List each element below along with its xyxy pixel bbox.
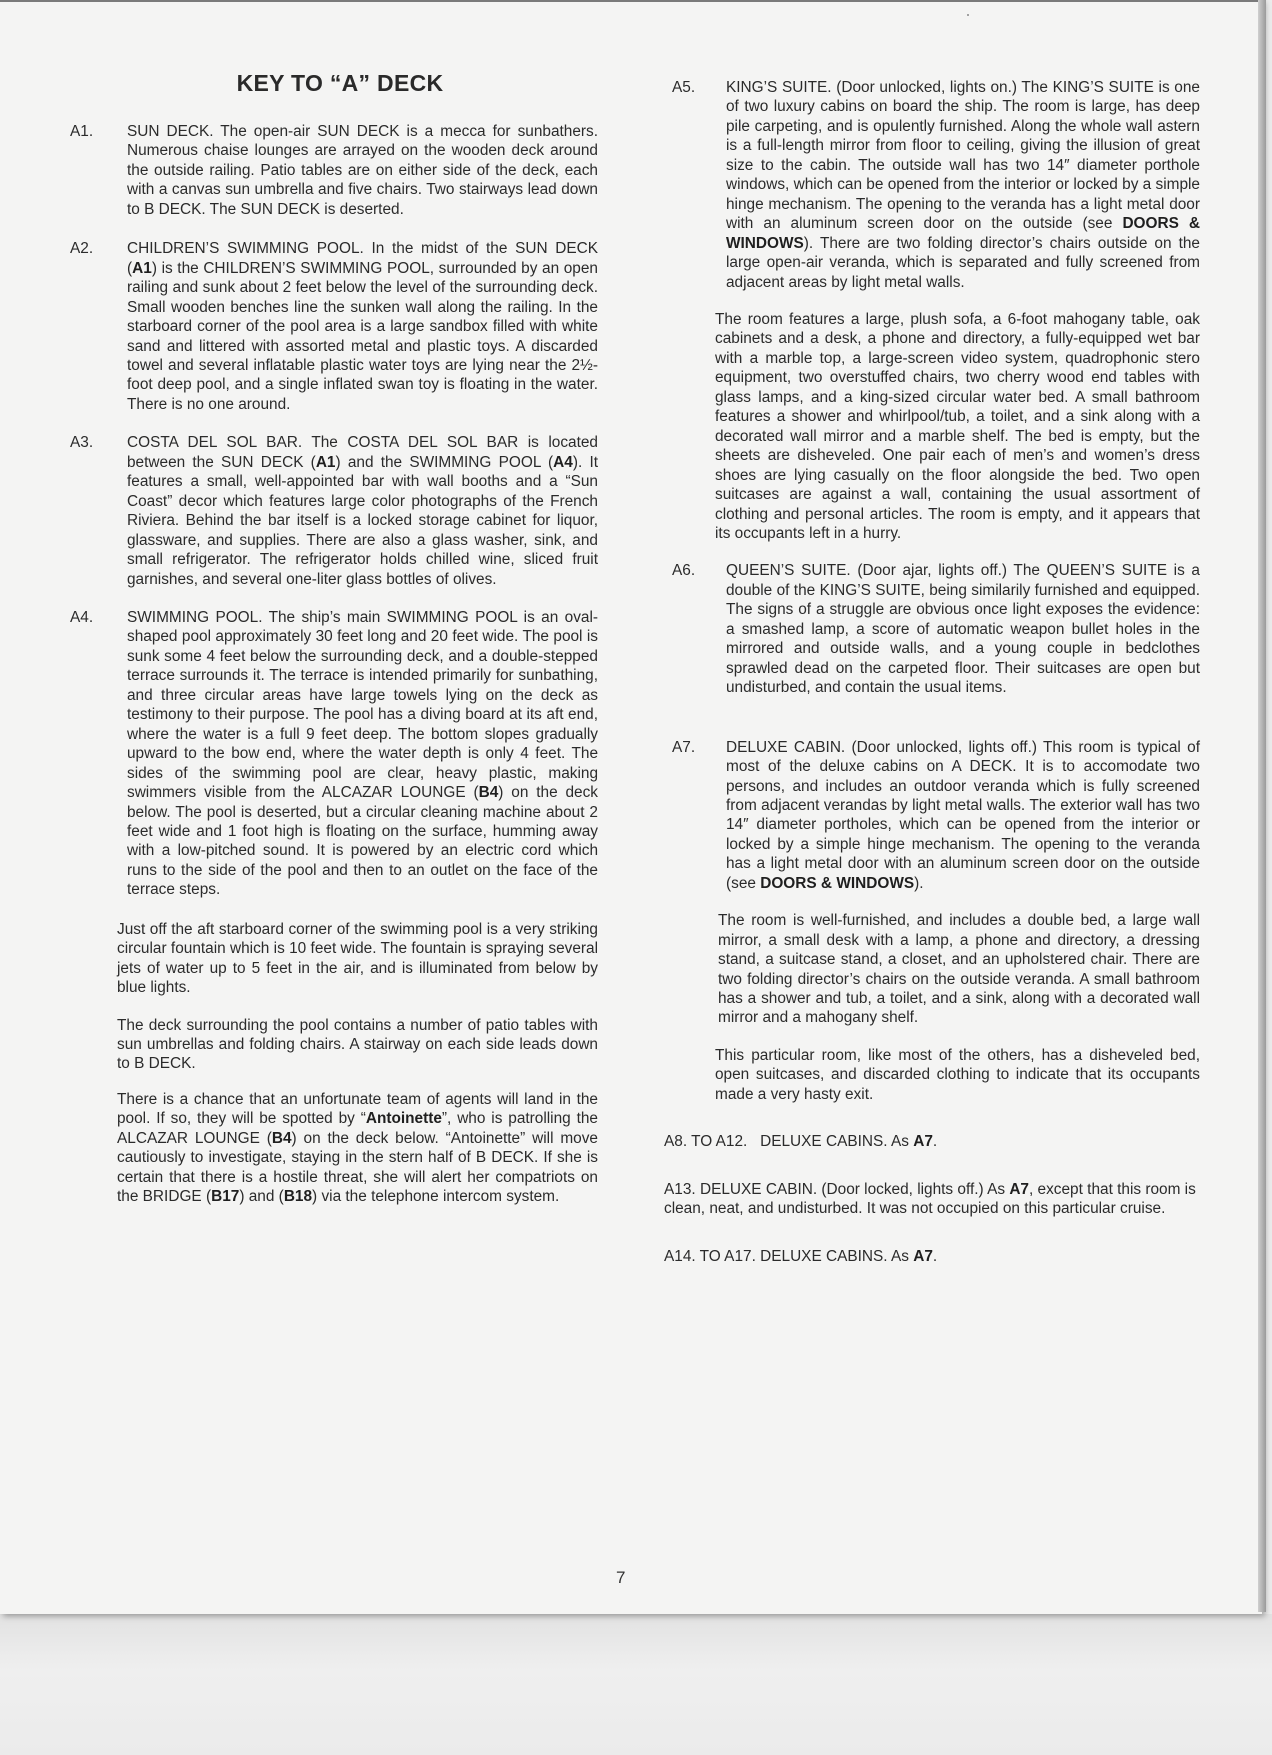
page-title: KEY TO “A” DECK xyxy=(236,70,444,96)
text-run: ). It features a small, well-appointed bar with wall booths and a “Sun Coast” decor which features large color photographs of the French Riviera. Behind the bar itself is a locked storage cabinet for liquor, glassware, and supplies. There are also a glass washer, sink, and small refrigerator. The refrigerator holds chilled wine, sliced fruit garnishes, and several one-liter glass bottles of olives. xyxy=(127,453,598,588)
entry-number: A14. TO A17. xyxy=(664,1247,756,1265)
text-run: ). xyxy=(914,874,924,892)
entry-a4 xyxy=(70,608,598,900)
entry-a2 xyxy=(70,239,598,414)
reference-a7: A7 xyxy=(1009,1180,1029,1198)
entry-number: A7. xyxy=(672,738,696,756)
entry-text xyxy=(127,608,598,900)
text-run: . xyxy=(932,1247,938,1265)
entry-text xyxy=(127,239,598,414)
entry-a8-a12 xyxy=(664,1132,1200,1151)
text-run: DELUXE CABINS. As xyxy=(760,1247,914,1265)
text-run: ). There are two folding director’s chairs outside on the large open-air veranda, which is separated and fully screened from adjacent areas by light metal walls. xyxy=(726,234,1200,291)
right-column xyxy=(664,78,1201,1266)
entry-text: SUN DECK. The open-air SUN DECK is a mecca for sunbathers. Numerous chaise lounges are arrayed on the wooden deck around the outside railing. Patio tables are on either side of the deck, each with a canvas sun umbrella and five chairs. Two stairways lead down to B DECK. The SUN DECK is deserted. xyxy=(127,123,598,218)
text-run: ) via the telephone intercom system. xyxy=(312,1188,560,1206)
text-run: KING’S SUITE. (Door unlocked, lights on.) The KING’S SUITE is one of two luxury cabins on board the ship. The room is large, has deep pile carpeting, and is opulently furnished. Along the whole wall astern is a full-length mirror from floor to ceiling, giving the illusion of great size to the cabin. The outside wall has two 14″ diameter porthole windows, which can be opened from the interior or locked by a simple hinge mechanism. The opening to the veranda has a light metal door with an aluminum screen door on the outside (see xyxy=(726,79,1200,233)
left-column xyxy=(70,122,598,1207)
entry-a1 xyxy=(70,122,598,219)
reference-b4: B4 xyxy=(478,784,499,802)
entry-number: A4. xyxy=(70,608,94,626)
entry-number: A13. xyxy=(664,1180,696,1198)
text-run: There is a chance that an unfortunate team of agents will land in the pool. If so, they will be spotted by “ xyxy=(117,1090,598,1128)
paragraph-deluxe-room: The room is well-furnished, and includes a double bed, a large wall mirror, a small desk with a lamp, a phone and directory, a dressing stand, a suitcase stand, a closet, and an upholstered chair. There are two folding director’s chairs on the outside veranda. A small bathroom has a shower and tub, a toilet, and a sink, along with a decorated wall mirror and a mahogany shelf. xyxy=(718,912,1200,1027)
character-name: Antoinette xyxy=(365,1110,442,1128)
text-run: ) is the CHILDREN’S SWIMMING POOL, surrounded by an open railing and sunk about 2 feet below the level of the surrounding deck. Small wooden benches line the sunken wall along the railing. In the starboard corner of the pool area is a large sandbox filled with white sand and littered with assorted metal and plastic toys. A discarded towel and several inflatable plastic water toys are lying near the 2½-foot deep pool, and a single inflated swan toy is floating in the water. There is no one around. xyxy=(127,259,598,413)
page-number: 7 xyxy=(616,1568,626,1587)
paragraph-agents xyxy=(117,1090,598,1207)
entry-number: A2. xyxy=(70,240,94,258)
scan-speck xyxy=(967,14,969,16)
entry-text xyxy=(726,78,1200,292)
text-run: ”, who is patrolling the ALCAZAR LOUNGE ( xyxy=(117,1110,598,1147)
reference-b18: B18 xyxy=(283,1188,313,1206)
reference-b17: B17 xyxy=(211,1188,240,1206)
reference-a7: A7 xyxy=(913,1247,933,1265)
entry-number: A3. xyxy=(70,434,94,452)
text-run: CHILDREN’S SWIMMING POOL. In the midst of the SUN DECK ( xyxy=(127,240,598,277)
text-run: ) and the SWIMMING POOL ( xyxy=(335,453,554,471)
text-run: ) on the deck below. “Antoinette” will move cautiously to investigate, staying in the stern half of B DECK. If she is certain that there is a hostile threat, she will alert her compatriots on the BRIDGE ( xyxy=(117,1129,598,1206)
entry-number: A6. xyxy=(672,562,696,580)
paragraph-particular-room: This particular room, like most of the others, has a disheveled bed, open suitcases, and discarded clothing to indicate that its occupants made a very hasty exit. xyxy=(715,1046,1200,1103)
reference-b4: B4 xyxy=(271,1129,292,1147)
entry-number: A5. xyxy=(672,79,696,96)
reference-a1: A1 xyxy=(132,259,152,277)
reference-doors-windows: DOORS & WINDOWS xyxy=(726,215,1201,252)
entry-a3 xyxy=(70,433,598,589)
page-edge-shadow xyxy=(1258,0,1266,1612)
paragraph-fountain: Just off the aft starboard corner of the swimming pool is a very striking circular fountain which is 10 feet wide. The fountain is spraying several jets of water up to 5 feet in the air, and is illuminated from below by blue lights. xyxy=(117,920,598,997)
paragraph-kings-suite-room: The room features a large, plush sofa, a 6-foot mahogany table, oak cabinets and a desk, a phone and directory, a fully-equipped wet bar with a marble top, a large-screen video system, quadrophonic stero equipment, two overstuffed chairs, two cherry wood end tables with glass lamps, and a king-sized circular water bed. A small bathroom features a shower and whirlpool/tub, a toilet, and a sink along with a decorated wall mirror and a marble shelf. The bed is empty, but the sheets are disheveled. One pair each of men’s and women’s dress shoes are lying casually on the floor alongside the bed. Two open suitcases are against a wall, containing the usual assortment of clothing and personal articles. The room is empty, and it appears that its occupants left in a hurry. xyxy=(715,310,1200,542)
text-run: ) and ( xyxy=(239,1188,284,1206)
text-run: DELUXE CABINS. As xyxy=(760,1133,914,1151)
entry-a6 xyxy=(672,561,1200,697)
entry-text: QUEEN’S SUITE. (Door ajar, lights off.) The QUEEN’S SUITE is a double of the KING’S SUITE, being similarily furnished and equipped. The signs of a struggle are obvious once light exposes the evidence: a smashed lamp, a score of automatic weapon bullet holes in the mirrored and outside walls, and a young couple in bedclothes sprawled dead on the carpeted floor. Their suitcases are open but undisturbed, and contain the usual items. xyxy=(726,562,1200,697)
text-run: ) on the deck below. The pool is deserted, but a circular cleaning machine about 2 feet wide and 1 foot high is floating on the surface, humming away with a low-pitched sound. It is powered by an electric cord which runs to the side of the pool and then to an outlet on the face of the terrace steps. xyxy=(127,784,598,899)
reference-a4: A4 xyxy=(553,453,573,471)
text-run: DELUXE CABIN. (Door locked, lights off.) As xyxy=(699,1180,1010,1198)
paragraph-deck: The deck surrounding the pool contains a number of patio tables with sun umbrellas and folding chairs. A stairway on each side leads down to B DECK. xyxy=(117,1016,598,1073)
entry-a7 xyxy=(672,738,1200,894)
entry-text xyxy=(726,738,1200,894)
text-run: DELUXE CABIN. (Door unlocked, lights off.) This room is typical of most of the deluxe cabins on A DECK. It is to accomodate two persons, and includes an outdoor veranda which is fully screened from adjacent verandas by light metal walls. The exterior wall has two 14″ diameter portholes, which can be opened from the interior or locked by a simple hinge mechanism. The opening to the veranda has a light metal door with an aluminum screen door on the outside (see xyxy=(726,738,1200,892)
text-run: SWIMMING POOL. The ship’s main SWIMMING POOL is an oval-shaped pool approximately 30 feet long and 20 feet wide. The pool is sunk some 4 feet below the surrounding deck, and a double-stepped terrace surrounds it. The terrace is intended primarily for sunbathing, and three circular areas have large towels lying on the deck as testimony to their purpose. The pool has a diving board at its aft end, where the water is a full 9 feet deep. The bottom slopes gradually upward to the bow end, where the water depth is only 4 feet. The sides of the swimming pool are clear, heavy plastic, making swimmers visible from the ALCAZAR LOUNGE ( xyxy=(127,608,598,802)
entry-number: A8. TO A12. xyxy=(664,1133,748,1151)
text-run: COSTA DEL SOL BAR. The COSTA DEL SOL BAR is located between the SUN DECK ( xyxy=(127,434,598,471)
entry-number: A1. xyxy=(70,123,94,140)
entry-a5 xyxy=(672,78,1200,292)
text-run: , except that this room is clean, neat, and undisturbed. It was not occupied on this particular cruise. xyxy=(664,1180,1196,1218)
entry-a13 xyxy=(664,1180,1200,1219)
text-run: . xyxy=(932,1133,938,1151)
reference-a1: A1 xyxy=(315,453,336,471)
entry-text xyxy=(127,433,598,589)
entry-a14-a17 xyxy=(664,1247,1200,1266)
reference-doors-windows: DOORS & WINDOWS xyxy=(760,874,915,892)
reference-a7: A7 xyxy=(913,1133,933,1151)
scanner-background xyxy=(0,1614,1272,1755)
